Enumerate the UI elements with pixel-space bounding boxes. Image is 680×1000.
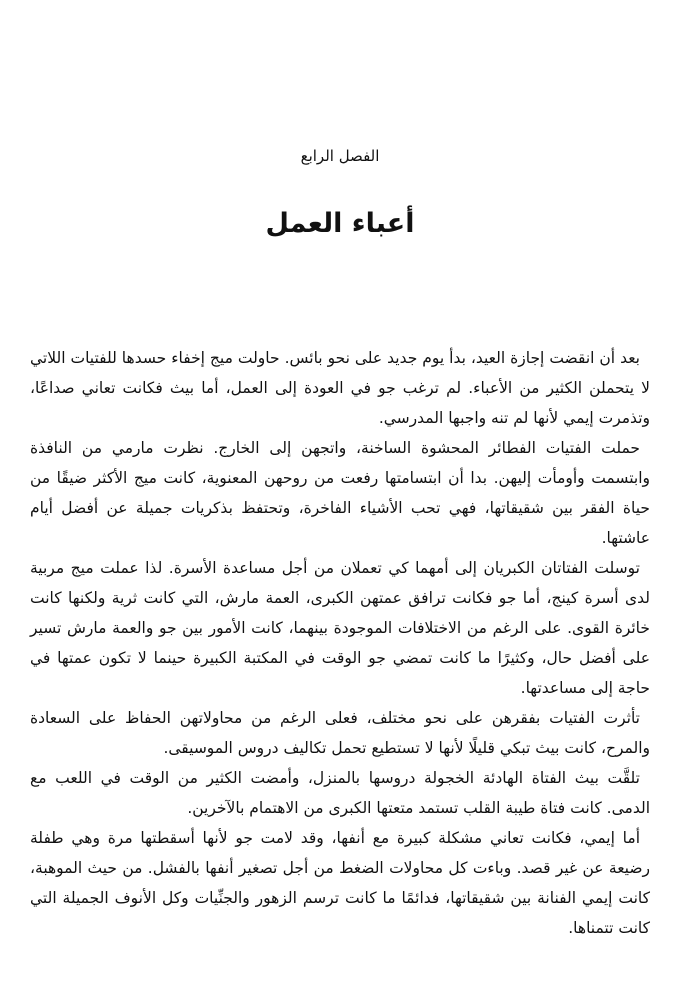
paragraph: تلقَّت بيث الفتاة الهادئة الخجولة دروسها بالمنزل، وأمضت الكثير من الوقت في اللعب مع الدمى. كانت فتاة طيبة القلب تستمد متعتها الكبرى من الاهتمام بالآخرين.	[30, 769, 650, 817]
paragraph: توسلت الفتاتان الكبريان إلى أمهما كي تعملان من أجل مساعدة الأسرة. لذا عملت ميج مربية لدى أسرة كينج، أما جو فكانت ترافق عمتهن الكبرى، العمة مارش، التي كانت ثرية ولكنها كانت خائرة القوى. على الرغم من الاختلافات الموجودة بينهما، كانت الأمور بين جو والعمة مارش تسير على أفضل حال، وكثيرًا ما كانت تمضي جو الوقت في المكتبة الكبيرة حينما لا تكون عمتها في حاجة إلى مساعدتها.	[30, 559, 650, 697]
chapter-label: الفصل الرابع	[300, 147, 380, 165]
paragraph: حملت الفتيات الفطائر المحشوة الساخنة، واتجهن إلى الخارج. نظرت مارمي من النافذة وابتسمت وأومأت إليهن. بدا أن ابتسامتها رفعت من روحهن المعنوية، كانت ميج الأكثر ضيقًا من حياة الفقر بين شقيقاتها، فهي تحب الأشياء الفاخرة، وتحتفظ بذكريات جميلة عن أفضل أيام عاشتها.	[30, 439, 650, 547]
paragraph: أما إيمي، فكانت تعاني مشكلة كبيرة مع أنفها، وقد لامت جو لأنها أسقطتها مرة وهي طفلة رضيعة عن غير قصد. وباءت كل محاولات الضغط من أجل تصغير أنفها بالفشل. من حيث الموهبة، كانت إيمي الفنانة بين شقيقاتها، فدائمًا ما كانت ترسم الزهور والجنِّيات وكل الأنوف الجميلة التي كانت تتمناها.	[30, 829, 650, 937]
paragraph: بعد أن انقضت إجازة العيد، بدأ يوم جديد على نحو بائس. حاولت ميج إخفاء حسدها للفتيات اللاتي لا يتحملن الكثير من الأعباء. لم ترغب جو في العودة إلى العمل، أما بيث فكانت تعاني صداعًا، وتذمرت إيمي لأنها لم تنه واجبها المدرسي.	[30, 349, 650, 427]
chapter-title: أعباء العمل	[265, 208, 415, 239]
chapter-body	[30, 343, 650, 943]
paragraph: تأثرت الفتيات بفقرهن على نحو مختلف، فعلى الرغم من محاولاتهن الحفاظ على السعادة والمرح، كانت بيث تبكي قليلًا لأنها لا تستطيع تحمل تكاليف دروس الموسيقى.	[30, 709, 650, 757]
